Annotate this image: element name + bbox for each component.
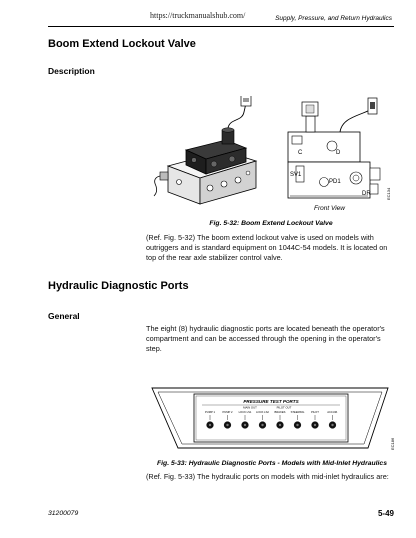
port-label: STEERING (290, 411, 305, 414)
label-d: D (336, 150, 341, 156)
group-label-main-out: MAIN OUT (243, 405, 257, 410)
source-url: https://truckmanualshub.com/ (150, 11, 246, 20)
valve-front-view-drawing (288, 98, 380, 212)
panel-title: PRESSURE TEST PORTS (243, 399, 299, 404)
port-label: ACCUM. (327, 411, 338, 414)
valve-isometric-drawing (154, 96, 256, 204)
page-number: 5-49 (377, 509, 394, 518)
label-c: C (298, 150, 303, 156)
figure-id-ec186: EC186 (390, 437, 395, 450)
figure-id-ec134: EC134 (386, 187, 391, 200)
subheading-general: General (48, 311, 80, 321)
port-label: PUMP 2 (222, 411, 233, 414)
group-label-pilot-out: PILOT OUT (276, 405, 292, 410)
paragraph-diagnostic-ports: The eight (8) hydraulic diagnostic ports are located beneath the operator's compartment and can be accessed through the opening in the operator's step. (146, 324, 385, 353)
test-port-cap (261, 424, 263, 426)
port-label: PUMP 1 (205, 411, 215, 414)
test-port-cap (209, 424, 211, 426)
running-head: Supply, Pressure, and Return Hydraulics (275, 15, 392, 22)
paragraph-lockout-valve: (Ref. Fig. 5-32) The boom extend lockout valve is used on models with outriggers and is standard equipment on 1044C-54 models. It is located on top of the rear axle stabilizer control valve. (146, 233, 388, 262)
port-label: BRAKES (274, 411, 286, 414)
label-pd1: PD1 (329, 179, 341, 185)
figure-caption-5-32: Fig. 5-32: Boom Extend Lockout Valve (209, 220, 333, 227)
header-rule (48, 26, 394, 27)
figure-boom-extend-lockout-valve (146, 96, 406, 218)
section-title-diagnostic-ports: Hydraulic Diagnostic Ports (48, 280, 189, 292)
test-port-cap (244, 424, 246, 426)
port-label: PILOT (311, 411, 319, 414)
test-port-cap (314, 424, 316, 426)
figure-pressure-test-ports (150, 384, 400, 456)
port-label: LOCK LS2 (256, 411, 269, 414)
test-port-cap (279, 424, 281, 426)
section-title-lockout-valve: Boom Extend Lockout Valve (48, 38, 196, 50)
subheading-description: Description (48, 66, 95, 76)
paragraph-mid-inlet-ports: (Ref. Fig. 5-33) The hydraulic ports on models with mid-inlet hydraulics are: (146, 472, 389, 481)
port-label: LOCK LS1 (238, 411, 252, 414)
label-sv1: SV1 (290, 172, 302, 178)
test-port-cap (331, 424, 333, 426)
test-port-cap (226, 424, 228, 426)
test-port-cap (296, 424, 298, 426)
document-number: 31200079 (48, 510, 79, 517)
label-front-view: Front View (314, 205, 345, 212)
label-dr: DR (362, 191, 371, 197)
figure-caption-5-33: Fig. 5-33: Hydraulic Diagnostic Ports - Models with Mid-Inlet Hydraulics (157, 460, 387, 467)
